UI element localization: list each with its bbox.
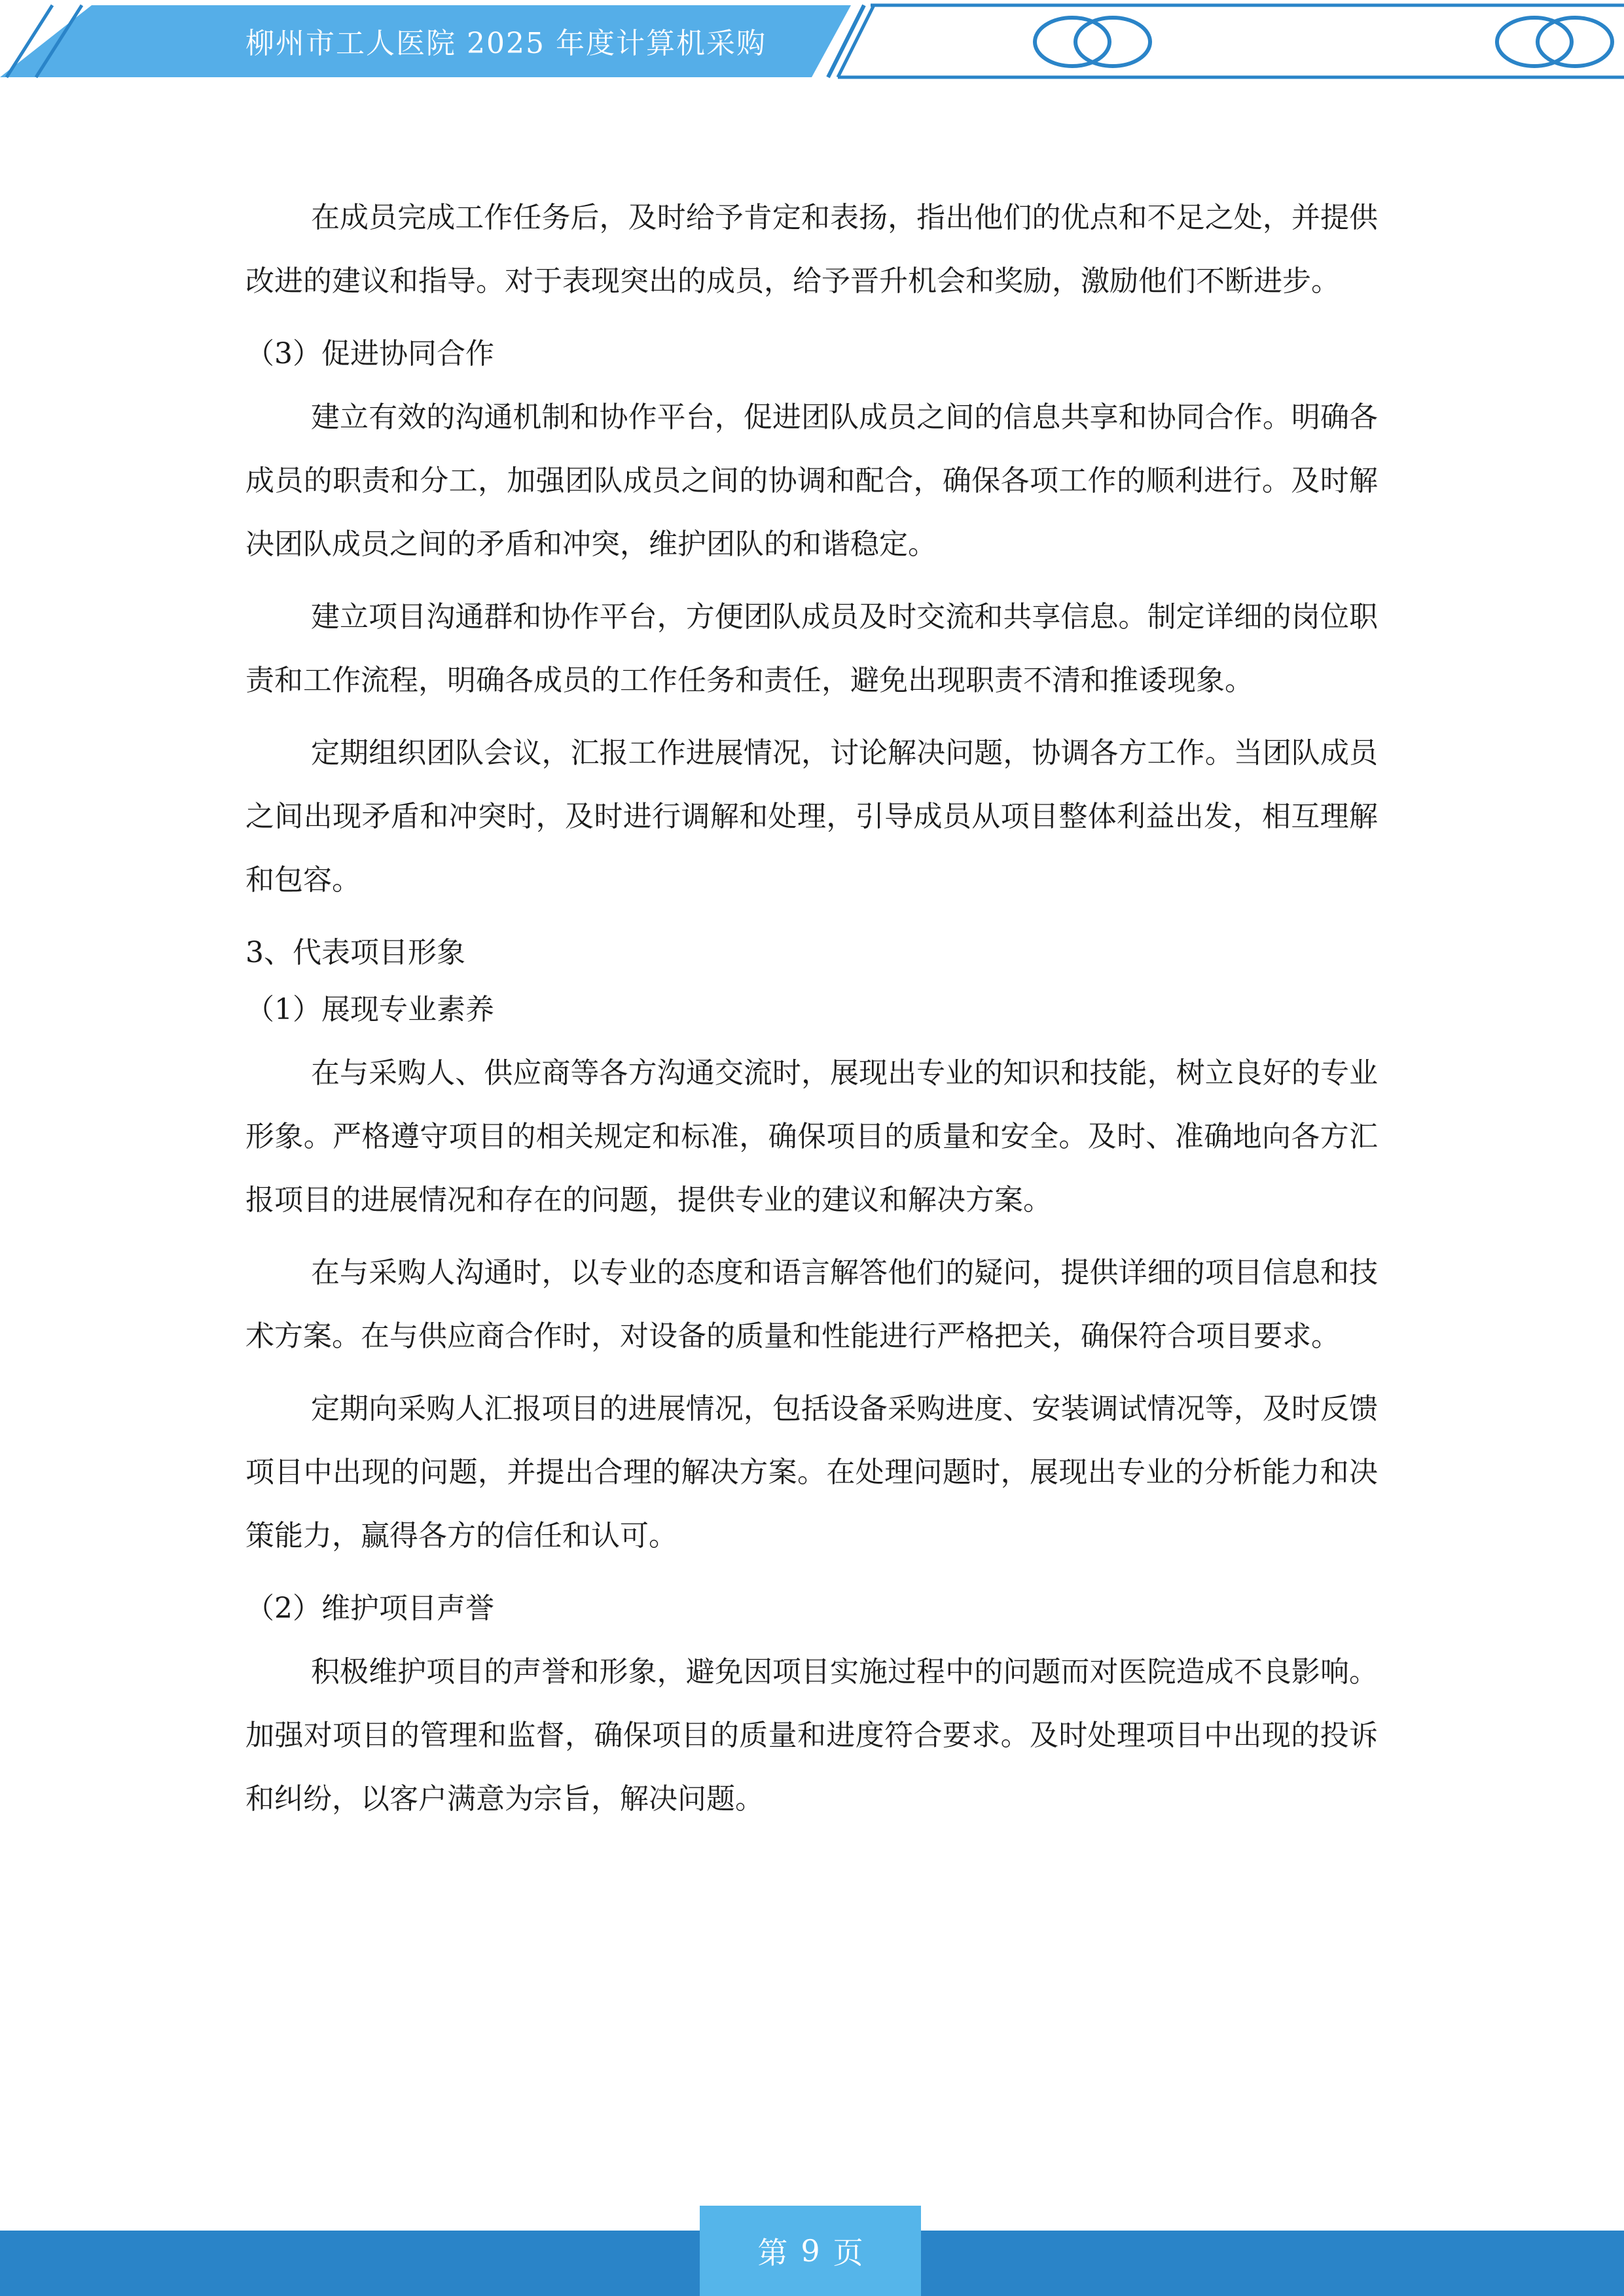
header-decoration xyxy=(0,0,1624,85)
double-ring-logo-icon xyxy=(1035,18,1150,66)
paragraph: 在与采购人沟通时，以专业的态度和语言解答他们的疑问，提供详细的项目信息和技术方案。在与供应商合作时，对设备的质量和性能进行严格把关，确保符合项目要求。 xyxy=(245,1256,1378,1353)
section-heading: （1）展现专业素养 xyxy=(245,993,494,1026)
page-prefix: 第 xyxy=(757,2235,788,2270)
page-number: 9 xyxy=(801,2233,820,2269)
paragraph: 建立项目沟通群和协作平台，方便团队成员及时交流和共享信息。制定详细的岗位职责和工作流程，明确各成员的工作任务和责任，避免出现职责不清和推诿现象。 xyxy=(245,600,1378,697)
paragraph: 积极维护项目的声誉和形象，避免因项目实施过程中的问题而对医院造成不良影响。加强对项目的管理和监督，确保项目的质量和进度符合要求。及时处理项目中出现的投诉和纠纷，以客户满意为宗旨，解决问题。 xyxy=(245,1655,1378,1816)
paragraph: 定期向采购人汇报项目的进展情况，包括设备采购进度、安装调试情况等，及时反馈项目中出现的问题，并提出合理的解决方案。在处理问题时，展现出专业的分析能力和决策能力，赢得各方的信任和认可。 xyxy=(245,1392,1378,1552)
page-suffix: 页 xyxy=(833,2235,863,2270)
section-heading: （3）促进协同合作 xyxy=(245,337,494,370)
paragraph: 建立有效的沟通机制和协作平台，促进团队成员之间的信息共享和协同合作。明确各成员的职责和分工，加强团队成员之间的协调和配合，确保各项工作的顺利进行。及时解决团队成员之间的矛盾和冲突，维护团队的和谐稳定。 xyxy=(245,401,1378,561)
page-header xyxy=(0,0,1624,85)
double-ring-logo-icon xyxy=(1497,18,1612,66)
paragraph: 在成员完成工作任务后，及时给予肯定和表扬，指出他们的优点和不足之处，并提供改进的建议和指导。对于表现突出的成员，给予晋升机会和奖励，激励他们不断进步。 xyxy=(245,201,1378,298)
paragraph: 定期组织团队会议，汇报工作进展情况，讨论解决问题，协调各方工作。当团队成员之间出现矛盾和冲突时，及时进行调解和处理，引导成员从项目整体利益出发，相互理解和包容。 xyxy=(245,736,1378,897)
header-title: 柳州市工人医院 2025 年度计算机采购 xyxy=(245,27,767,60)
page-number-box xyxy=(700,2206,921,2296)
section-heading: 3、代表项目形象 xyxy=(245,936,465,969)
section-heading: （2）维护项目声誉 xyxy=(245,1592,494,1625)
paragraph: 在与采购人、供应商等各方沟通交流时，展现出专业的知识和技能，树立良好的专业形象。严格遵守项目的相关规定和标准，确保项目的质量和安全。及时、准确地向各方汇报项目的进展情况和存在的问题，提供专业的建议和解决方案。 xyxy=(245,1056,1378,1217)
document-body xyxy=(245,186,1378,1840)
